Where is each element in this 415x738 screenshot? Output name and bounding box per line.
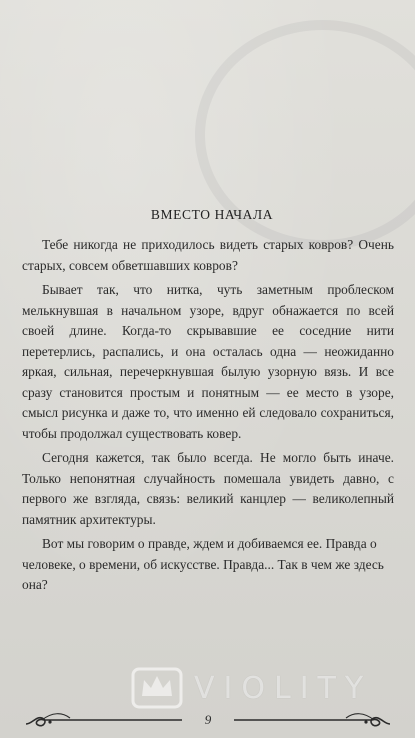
crown-icon [130,666,184,710]
chapter-heading: ВМЕСТО НАЧАЛА [150,207,274,222]
paragraph-3: Сегодня кажется, так было всегда. Не могло быть иначе. Только непонятная случайность помешала увидеть давно, с первого же взгляда, связь: великий канцлер — великолепный памятник архитектуры. [22,450,394,527]
paragraph-2: Бывает так, что нитка, чуть заметным проблеском мелькнувшая в начальном узоре, вдруг обнажается по всей своей длине. Когда-то скрывавшие ее соседние нити перетерлись, распались, и она осталась одна — неожиданно яркая, сильная, перечеркнувшая былую узорную вязь. И все сразу становится простым и понятным — ее место в узоре, смысл рисунка и даже то, что именно ей следовало сохраниться, чтобы продолжал существовать ковер. [22,282,394,441]
watermark-text: VIOLITY [194,670,373,706]
page-footer [22,708,394,734]
paragraph-4: Вот мы говорим о правде, ждем и добиваемся ее. Правда о человеке, о времени, об искусстве. Правда... Так в чем же здесь она? [22,536,384,592]
watermark [130,666,372,710]
page-number: 9 [204,712,212,727]
page-content [22,207,394,600]
right-flourish-icon [229,708,394,730]
paragraph-1: Тебе никогда не приходилось видеть старых ковров? Очень старых, совсем обветшавших ковров? [22,237,394,273]
